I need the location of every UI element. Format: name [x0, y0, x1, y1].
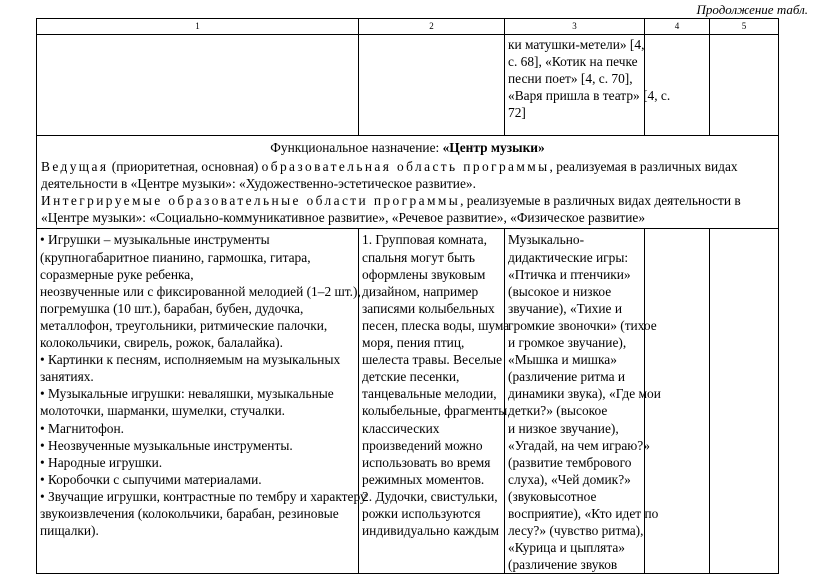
- text-line: классических: [362, 420, 440, 436]
- placement-text: [362, 231, 510, 539]
- text-line: детки?» (высокое: [508, 403, 608, 419]
- section-title: [41, 139, 774, 156]
- header-cell-4: 4: [645, 19, 710, 35]
- text-line: • Народные игрушки.: [40, 454, 163, 470]
- text-line: динамики звука), «Где мои: [508, 386, 661, 402]
- header-row: [37, 19, 779, 35]
- row1-col3-text: [508, 36, 671, 121]
- text-line: (развитие тембрового: [508, 454, 632, 470]
- text-line: • Звучащие игрушки, контрастные по тембру и характеру: [40, 488, 367, 504]
- text-line: индивидуально каждым: [362, 523, 499, 539]
- text-line: детские песенки,: [362, 369, 460, 385]
- text-line: режимных моментов.: [362, 471, 485, 487]
- text-line: звучание), «Тихие и: [508, 300, 622, 316]
- text-line: • Игрушки – музыкальные инструменты: [40, 232, 270, 248]
- text-line: слуха), «Чей домик?»: [508, 471, 631, 487]
- text-line: • Магнитофон.: [40, 420, 124, 436]
- section-row: [37, 136, 779, 229]
- text-line: лесу?» (чувство ритма),: [508, 523, 644, 539]
- table-row-1: [37, 35, 779, 136]
- row1-col3: [505, 35, 671, 136]
- header-cell-5: 5: [710, 19, 779, 35]
- text-line: и громкое звучание),: [508, 335, 627, 351]
- text-line: восприятие), «Кто идет по: [508, 505, 659, 521]
- row3-col4: [645, 229, 710, 574]
- text-line: рожки используются: [362, 505, 481, 521]
- text-line: (крупногабаритное пианино, гармошка, гитара,: [40, 249, 311, 265]
- header-cell-2: 2: [359, 19, 505, 35]
- integrated-tail: , реализуемые в различных видах деятельности в «Центре музыки»: «Социально-коммуникативное развитие», «Речевое развитие», «Физическое развитие»: [41, 193, 741, 226]
- row3-col3: [505, 229, 661, 574]
- row3-col5: [710, 229, 779, 574]
- text-line: • Картинки к песням, исполняемым на музыкальных: [40, 352, 341, 368]
- text-line: ки матушки-метели» [4,: [508, 37, 645, 52]
- text-line: «Птичка и птенчики»: [508, 266, 631, 282]
- text-line: записями колыбельных: [362, 300, 495, 316]
- text-line: Музыкально-: [508, 232, 585, 248]
- text-line: неозвученные или с фиксированной мелодией (1–2 шт.),: [40, 283, 361, 299]
- leading-label: Ведущая: [41, 159, 109, 175]
- text-line: (звуковысотное: [508, 488, 597, 504]
- row1-col1: [37, 35, 359, 136]
- text-line: дидактические игры:: [508, 249, 629, 265]
- row3-col2: [359, 229, 510, 574]
- section-title-prefix: Функциональное назначение:: [270, 140, 443, 155]
- games-text: [508, 231, 661, 573]
- leading-tail: , реализуемая в различных видах деятельности в «Центре музыки»: «Художественно-эстетическое развитие».: [41, 159, 738, 192]
- text-line: громкие звоночки» (тихое: [508, 317, 657, 333]
- text-line: колокольчики, свирель, рожок, балалайка).: [40, 335, 283, 351]
- text-line: • Музыкальные игрушки: неваляшки, музыкальные: [40, 386, 334, 402]
- text-line: молоточки, шарманки, шумелки, стучалки.: [40, 403, 286, 419]
- integrated-area-text: [41, 192, 774, 226]
- text-line: «Мышка и мишка»: [508, 352, 617, 368]
- text-line: и низкое звучание),: [508, 420, 619, 436]
- table-row-3: [37, 229, 779, 574]
- leading-area-text: [41, 158, 774, 192]
- text-line: пищалки).: [40, 523, 99, 539]
- text-line: 2. Дудочки, свистульки,: [362, 488, 498, 504]
- text-line: (высокое и низкое: [508, 283, 612, 299]
- leading-label2: образовательная область программы: [261, 159, 550, 175]
- text-line: использовать во время: [362, 454, 491, 470]
- text-line: колыбельные, фрагменты: [362, 403, 508, 419]
- content-table: [36, 18, 779, 574]
- text-line: «Курица и цыплята»: [508, 540, 625, 556]
- row1-col5: [710, 35, 779, 136]
- row1-col4: [645, 35, 710, 136]
- header-cell-3: 3: [505, 19, 645, 35]
- text-line: оформлены звуковым: [362, 266, 486, 282]
- text-line: 72]: [508, 105, 526, 121]
- text-line: • Неозвученные музыкальные инструменты.: [40, 437, 293, 453]
- text-line: соразмерные руке ребенка,: [40, 266, 194, 282]
- text-line: занятиях.: [40, 369, 94, 385]
- text-line: «Варя пришла в театр» [4, с.: [508, 88, 671, 104]
- section-title-bold: «Центр музыки»: [442, 140, 545, 155]
- text-line: металлофон, треугольники, ритмические палочки,: [40, 317, 328, 333]
- text-line: шелеста травы. Веселые: [362, 352, 503, 368]
- text-line: (различение ритма и: [508, 369, 626, 385]
- text-line: (различение звуков: [508, 557, 618, 573]
- text-line: • Коробочки с сыпучими материалами.: [40, 471, 262, 487]
- text-line: произведений можно: [362, 437, 483, 453]
- text-line: «Угадай, на чем играю?»: [508, 437, 650, 453]
- text-line: погремушка (10 шт.), барабан, бубен, дудочка,: [40, 300, 304, 316]
- continuation-label: Продолжение табл.: [696, 2, 808, 17]
- leading-rest: (приоритетная, основная): [108, 159, 262, 175]
- header-cell-1: 1: [37, 19, 359, 35]
- text-line: песни поет» [4, с. 70],: [508, 71, 633, 87]
- equipment-list: [40, 231, 367, 539]
- text-line: танцевальные мелодии,: [362, 386, 497, 402]
- text-line: с. 68], «Котик на печке: [508, 54, 638, 70]
- row3-col1: [37, 229, 367, 574]
- text-line: звукоизвлечения (колокольчики, барабан, резиновые: [40, 505, 339, 521]
- row1-col2: [359, 35, 505, 136]
- text-line: 1. Групповая комната,: [362, 232, 487, 248]
- text-line: спальня могут быть: [362, 249, 475, 265]
- text-line: песен, плеска воды, шума: [362, 317, 510, 333]
- text-line: моря, пения птиц,: [362, 335, 465, 351]
- text-line: дизайном, например: [362, 283, 479, 299]
- integrated-label: Интегрируемые образовательные области программы: [41, 193, 461, 209]
- section-cell: [37, 136, 779, 229]
